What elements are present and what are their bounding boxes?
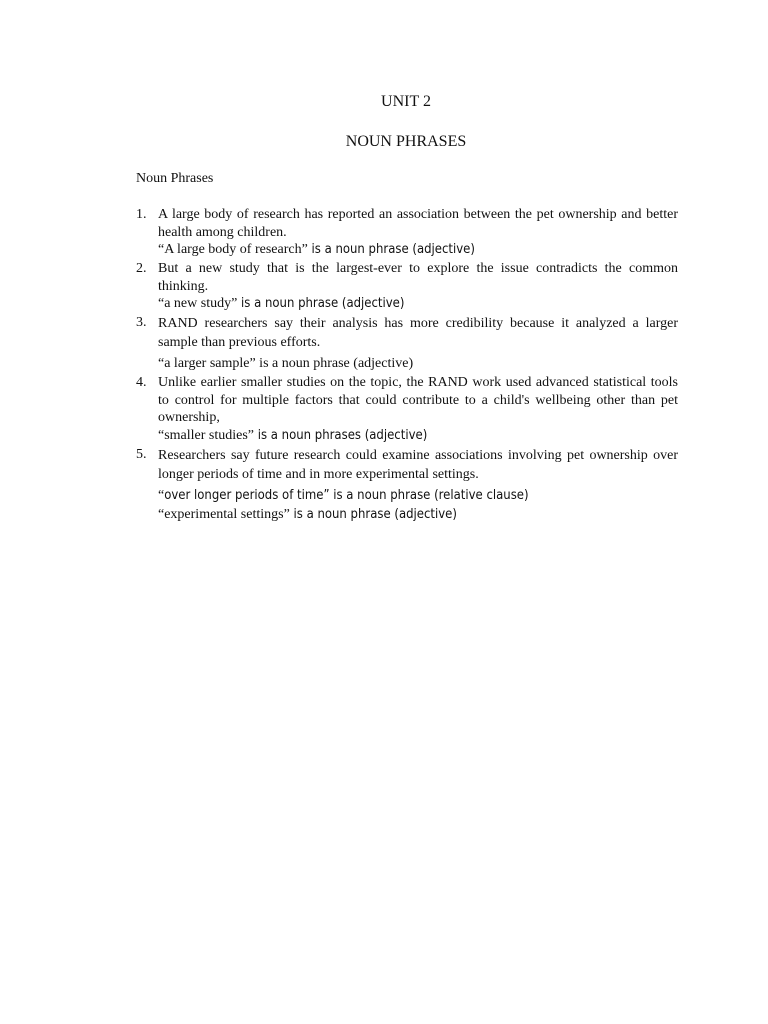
item-note	[136, 506, 678, 524]
note-quote: “A large body of research”	[158, 242, 308, 257]
page-title: NOUN PHRASES	[345, 133, 467, 150]
item-text: But a new study that is the largest-ever to explore the issue contradicts the common thinking.	[158, 261, 678, 294]
item-number: 3.	[136, 315, 147, 330]
list-item	[136, 446, 678, 524]
noun-phrase-list	[136, 206, 678, 524]
item-note	[136, 295, 678, 313]
note-explanation: is a noun phrase (adjective)	[289, 506, 457, 522]
note-quote: “a larger sample” is a noun phrase (adjective)	[158, 356, 414, 371]
note-quote: “	[158, 487, 165, 503]
item-note	[136, 427, 678, 445]
note-explanation: is a noun phrase (adjective)	[307, 242, 475, 257]
item-number: 1.	[136, 207, 147, 222]
item-text: A large body of research has reported an association between the pet ownership and better health among children.	[158, 207, 678, 240]
section-heading: Noun Phrases	[136, 171, 214, 186]
unit-title: UNIT 2	[381, 93, 431, 110]
item-number: 2.	[136, 261, 147, 276]
item-text: Researchers say future research could examine associations involving pet ownership over longer periods of time and in more experimental settings.	[158, 447, 678, 482]
note-quote: “experimental settings”	[158, 506, 290, 522]
item-note	[136, 241, 678, 259]
item-note	[136, 487, 678, 505]
note-quote: “a new study”	[158, 296, 238, 311]
list-item	[136, 314, 678, 373]
item-note	[136, 355, 678, 373]
item-text: Unlike earlier smaller studies on the topic, the RAND work used advanced statistical tools to control for multiple factors that could contribute to a child's wellbeing other than pet ownership,	[158, 375, 678, 425]
list-item	[136, 206, 678, 259]
item-number: 4.	[136, 375, 147, 390]
list-item	[136, 374, 678, 445]
list-item	[136, 260, 678, 313]
item-number: 5.	[136, 446, 147, 462]
note-explanation: over longer periods of time” is a noun phrase (relative clause)	[164, 487, 529, 503]
note-explanation: is a noun phrases (adjective)	[254, 427, 428, 443]
note-explanation: is a noun phrase (adjective)	[237, 296, 405, 311]
item-text: RAND researchers say their analysis has more credibility because it analyzed a larger sample than previous efforts.	[158, 316, 678, 350]
note-quote: “smaller studies”	[158, 427, 255, 443]
